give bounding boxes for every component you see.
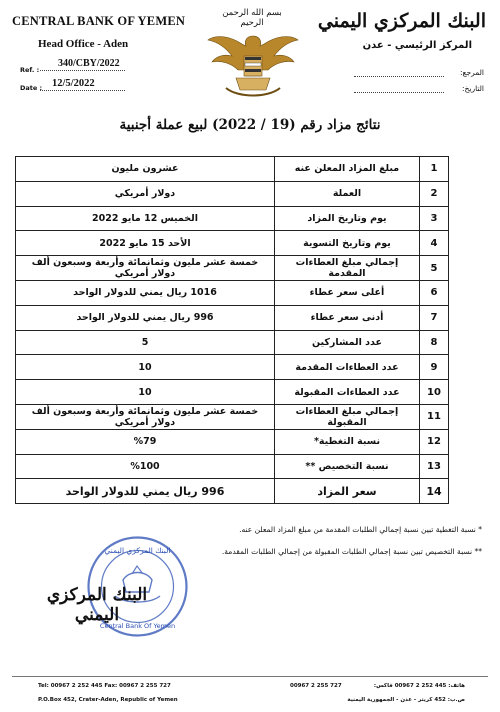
ref-value: 340/CBY/2022 [58,58,120,69]
row-number-cell: 1 [420,157,449,182]
row-label-cell: أدنى سعر عطاء [275,305,420,330]
row-label-cell: يوم وتاريخ المزاد [275,206,420,231]
yemen-eagle-emblem-icon [206,26,300,102]
table-row [16,454,449,479]
arabic-ref-dotted-line [354,76,444,77]
arabic-bank-name: البنك المركزي اليمني [317,10,486,32]
table-row [16,206,449,231]
footer-fax-number: 00967 2 255 727 [290,683,342,689]
date-dotted-line [40,90,125,91]
table-row [16,231,449,256]
row-label-cell: عدد العطاءات المقدمة [275,355,420,380]
row-number-cell: 4 [420,231,449,256]
row-value-cell: الخميس 12 مايو 2022 [16,206,275,231]
table-row [16,280,449,305]
ref-label: Ref. : [20,66,40,74]
footer-arabic-contact: هاتف: 445 252 2 00967 فاكس: [373,683,465,689]
table-row [16,404,449,429]
table-row [16,380,449,405]
table-row [16,181,449,206]
footer-english-contact: Tel: 00967 2 252 445 Fax: 00967 2 255 727 [38,683,171,689]
footer-divider [12,676,488,677]
arabic-ref-label: المرجع: [460,68,484,77]
row-value-cell: 10 [16,380,275,405]
row-label-cell: عدد المشاركين [275,330,420,355]
stamp-english-text: Central Bank Of Yemen [99,622,176,630]
row-label-cell: إجمالي مبلغ العطاءات المقدمة [275,256,420,281]
row-label-cell: إجمالي مبلغ العطاءات المقبولة [275,404,420,429]
row-number-cell: 9 [420,355,449,380]
english-office-name: Head Office - Aden [38,38,129,50]
date-label: Date : [20,84,43,92]
row-number-cell: 12 [420,429,449,454]
row-value-cell: خمسة عشر مليون وثمانمائة وأربعة وسبعون ألف دولار أمريكي [16,404,275,429]
table-row [16,330,449,355]
footer-arabic-address: ص.ب: 452 كريتر - عدن - الجمهورية اليمنية [347,697,465,703]
results-table-body [16,157,449,504]
row-value-cell: خمسة عشر مليون وثمانمائة وأربعة وسبعون ألف دولار أمريكي [16,256,275,281]
row-value-cell: دولار أمريكي [16,181,275,206]
row-value-cell: 996 ريال يمني للدولار الواحد [16,305,275,330]
row-value-cell: 5 [16,330,275,355]
row-label-cell: سعر المزاد [275,479,420,504]
row-number-cell: 3 [420,206,449,231]
row-label-cell: نسبة التغطية* [275,429,420,454]
row-value-cell: 996 ريال يمني للدولار الواحد [16,479,275,504]
basmala: بسم الله الرحمن الرحيم [222,8,282,28]
table-row [16,157,449,182]
footer-english-address: P.O.Box 452, Crater-Aden, Republic of Yemen [38,697,178,703]
row-label-cell: يوم وتاريخ التسوية [275,231,420,256]
row-number-cell: 10 [420,380,449,405]
row-label-cell: عدد العطاءات المقبولة [275,380,420,405]
ref-dotted-line [40,70,125,71]
english-bank-name: CENTRAL BANK OF YEMEN [12,14,186,28]
table-row [16,305,449,330]
row-label-cell: العملة [275,181,420,206]
row-value-cell: الأحد 15 مايو 2022 [16,231,275,256]
row-value-cell: 1016 ريال يمني للدولار الواحد [16,280,275,305]
row-number-cell: 11 [420,404,449,429]
row-number-cell: 8 [420,330,449,355]
row-number-cell: 7 [420,305,449,330]
footnote-coverage: * نسبة التغطية تبين نسبة إجمالي الطلبات المقدمة من مبلغ المزاد المعلن عنه. [239,525,482,534]
row-value-cell: %100 [16,454,275,479]
auction-results-table [15,156,449,504]
stamp-arabic-text: البنك المركزي اليمني [104,546,171,555]
row-value-cell: 10 [16,355,275,380]
row-number-cell: 14 [420,479,449,504]
row-value-cell: %79 [16,429,275,454]
row-number-cell: 13 [420,454,449,479]
table-row [16,429,449,454]
row-value-cell: عشرون مليون [16,157,275,182]
row-label-cell: مبلغ المزاد المعلن عنه [275,157,420,182]
document-title: نتائج مزاد رقم (19 / 2022) لبيع عملة أجنبية [119,117,381,133]
row-number-cell: 2 [420,181,449,206]
row-number-cell: 5 [420,256,449,281]
arabic-date-dotted-line [354,92,444,93]
table-row [16,256,449,281]
arabic-date-label: التاريخ: [462,84,484,93]
row-label-cell: أعلى سعر عطاء [275,280,420,305]
row-label-cell: نسبة التخصيص ** [275,454,420,479]
table-row [16,479,449,504]
date-value: 12/5/2022 [52,78,95,89]
signature-text: البنك المركزي اليمني [46,585,148,625]
arabic-office-name: المركز الرئيسي - عدن [362,40,472,51]
row-number-cell: 6 [420,280,449,305]
table-row [16,355,449,380]
footnote-allocation: ** نسبة التخصيص تبين نسبة إجمالي الطلبات المقبولة من إجمالي الطلبات المقدمة. [221,547,482,556]
